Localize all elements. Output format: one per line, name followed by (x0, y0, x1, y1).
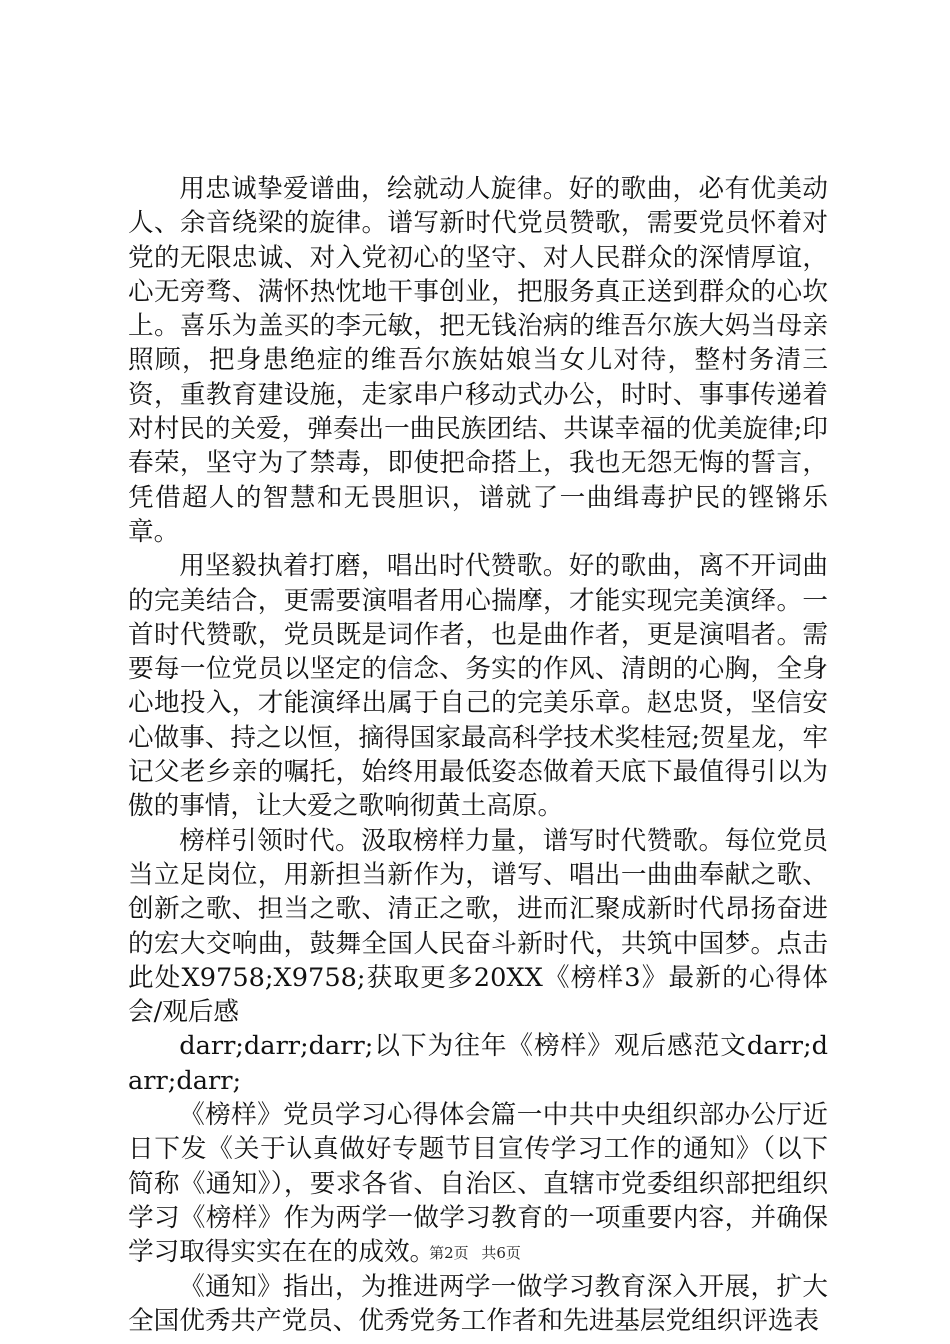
page-total: 共6页 (481, 1244, 521, 1262)
paragraph-sing-era-anthem: 用坚毅执着打磨，唱出时代赞歌。好的歌曲，离不开词曲的完美结合，更需要演唱者用心揣摩，才能实现完美演绎。一首时代赞歌，党员既是词作者，也是曲作者，更是演唱者。需要每一位党员以坚定的信念、务实的作风、清朗的心胸，全身心地投入，才能演绎出属于自己的完美乐章。赵忠贤，坚信安心做事、持之以恒，摘得国家最高科学技术奖桂冠;贺星龙，牢记父老乡亲的嘱托，始终用最低姿态做着天底下最值得引以为傲的事情，让大爱之歌响彻黄土高原。 (128, 551, 828, 822)
paragraph-role-models-lead: 榜样引领时代。汲取榜样力量，谱写时代赞歌。每位党员当立足岗位，用新担当新作为，谱写、唱出一曲曲奉献之歌、创新之歌、担当之歌、清正之歌，进而汇聚成新时代昂扬奋进的宏大交响曲，鼓舞全国人民奋斗新时代，共筑中国梦。点击此处X9758;X9758;获取更多20XX《榜样3》最新的心得体会/观后感 (128, 825, 828, 1028)
paragraph-previous-samples-heading: darr;darr;darr;以下为往年《榜样》观后感范文darr;darr;darr; (128, 1031, 828, 1096)
document-body (128, 172, 828, 1338)
page-footer (0, 1243, 950, 1263)
page-number: 第2页 (429, 1244, 469, 1262)
paragraph-study-notes-part-one: 《榜样》党员学习心得体会篇一中共中央组织部办公厅近日下发《关于认真做好专题节目宣传学习工作的通知》（以下简称《通知》），要求各省、自治区、直辖市党委组织部把组织学习《榜样》作为两学一做学习教育的一项重要内容，并确保学习取得实实在在的成效。 (128, 1100, 828, 1268)
paragraph-compose-with-loyalty: 用忠诚挚爱谱曲，绘就动人旋律。好的歌曲，必有优美动人、余音绕梁的旋律。谱写新时代党员赞歌，需要党员怀着对党的无限忠诚、对入党初心的坚守、对人民群众的深情厚谊，心无旁骛、满怀热忱地干事创业，把服务真正送到群众的心坎上。喜乐为盖买的李元敏，把无钱治病的维吾尔族大妈当母亲照顾，把身患绝症的维吾尔族姑娘当女儿对待，整村务清三资，重教育建设施，走家串户移动式办公，时时、事事传递着对村民的关爱，弹奏出一曲民族团结、共谋幸福的优美旋律;印春荣，坚守为了禁毒，即使把命搭上，我也无怨无悔的誓言，凭借超人的智慧和无畏胆识，谱就了一曲缉毒护民的铿锵乐章。 (128, 174, 828, 547)
paragraph-notice-points-out: 《通知》指出，为推进两学一做学习教育深入开展，扩大全国优秀共产党员、优秀党务工作者和先进基层党组织评选表 (128, 1271, 828, 1336)
